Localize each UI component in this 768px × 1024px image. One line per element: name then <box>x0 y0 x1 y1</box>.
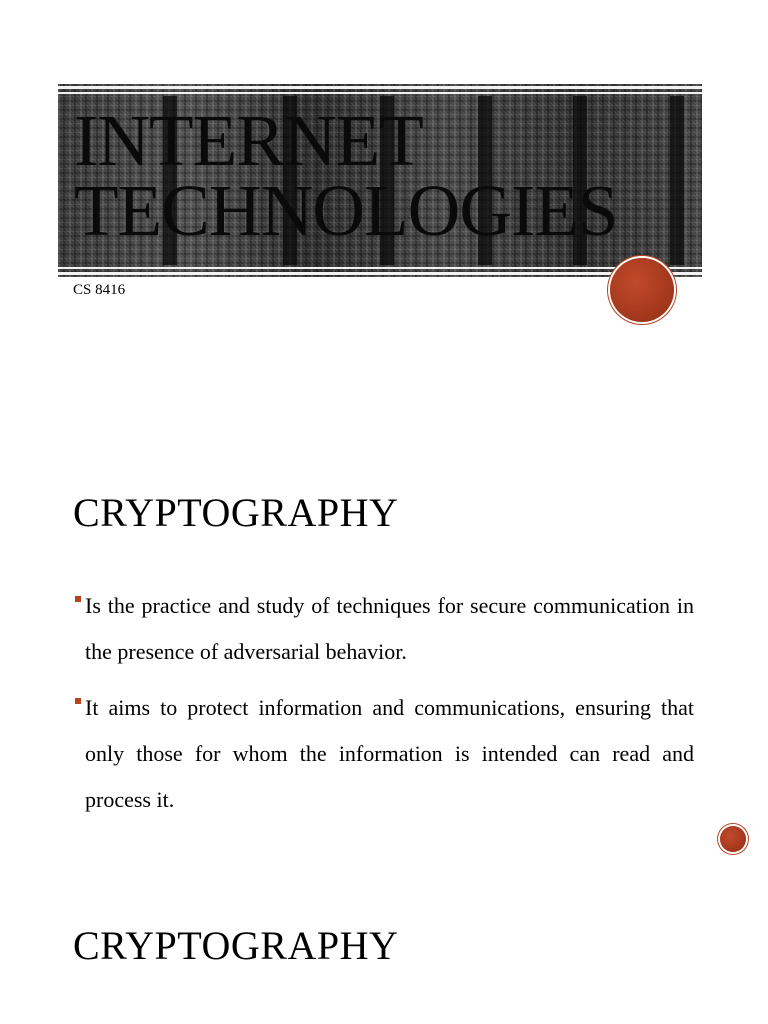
decorative-circle-badge <box>610 258 674 322</box>
banner-rule <box>58 92 702 94</box>
slide-heading: CRYPTOGRAPHY <box>73 923 399 968</box>
title-banner <box>58 84 702 277</box>
bullet-text: It aims to protect information and communications, ensuring that only those for whom the information is intended can read and process it. <box>85 695 694 812</box>
banner-rule <box>58 272 702 275</box>
decorative-circle-badge <box>720 826 746 852</box>
slide-heading: CRYPTOGRAPHY <box>73 490 399 535</box>
square-bullet-icon <box>75 596 81 602</box>
presentation-title: INTERNET TECHNOLOGIES <box>74 100 618 251</box>
bullet-item <box>73 685 694 823</box>
banner-rule <box>58 267 702 269</box>
course-code: CS 8416 <box>73 282 126 298</box>
square-bullet-icon <box>75 698 81 704</box>
bullet-list <box>73 583 694 833</box>
bullet-text: Is the practice and study of techniques for secure communication in the presence of adversarial behavior. <box>85 593 694 664</box>
banner-rule <box>58 86 702 89</box>
bullet-item <box>73 583 694 675</box>
